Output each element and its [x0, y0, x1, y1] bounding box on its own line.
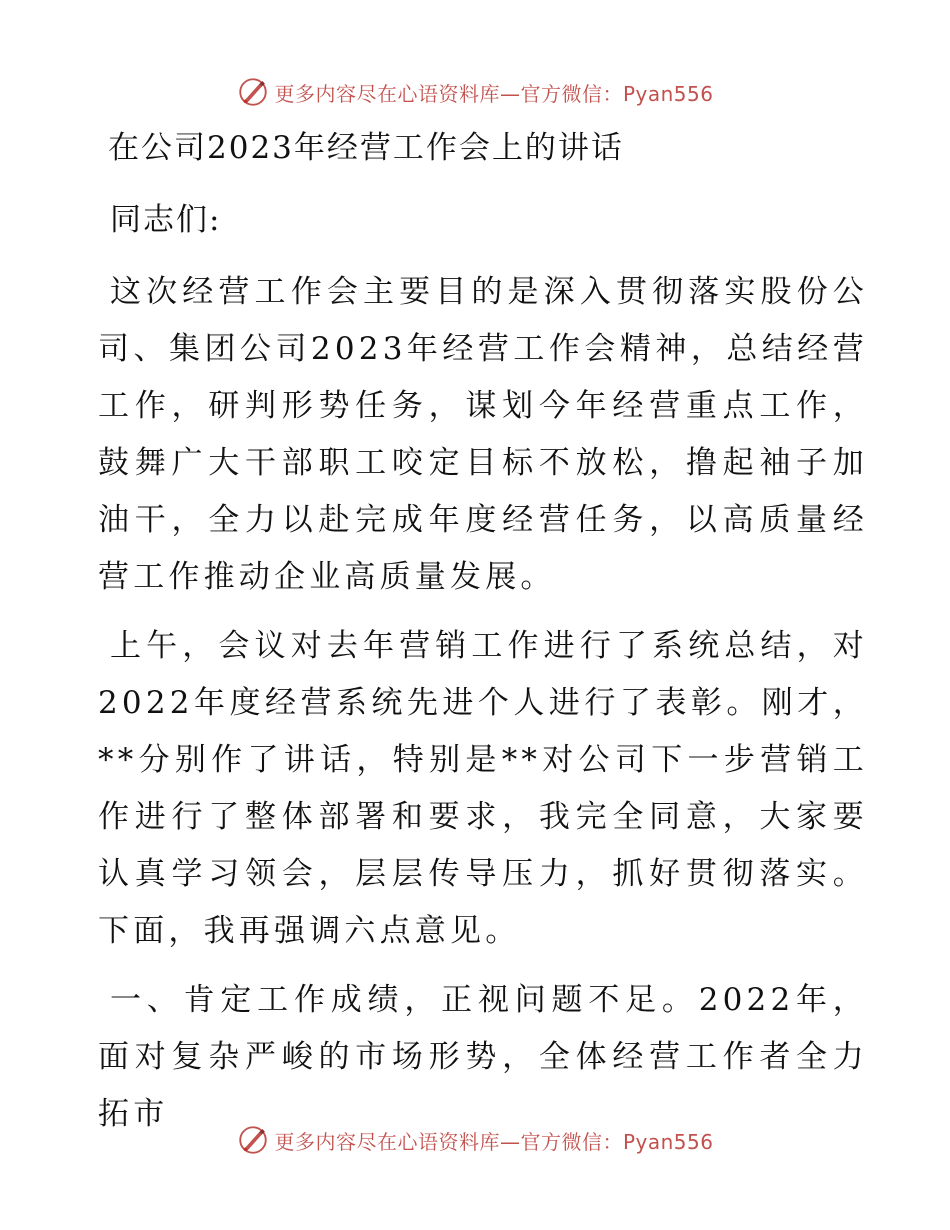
- paragraph: 这次经营工作会主要目的是深入贯彻落实股份公司、集团公司2023年经营工作会精神，总结经营工作，研判形势任务，谋划今年经营重点工作，鼓舞广大干部职工咬定目标不放松，撸起袖子加油干，全力以赴完成年度经营任务，以高质量经营工作推动企业高质量发展。: [98, 274, 868, 595]
- watermark-footer: [0, 1120, 950, 1160]
- pen-logo-icon: [236, 75, 270, 109]
- watermark-header: [0, 72, 950, 112]
- watermark-text: 更多内容尽在心语资料库—官方微信：Pyan556: [274, 81, 714, 106]
- paragraph: 一、肯定工作成绩，正视问题不足。2022年，面对复杂严峻的市场形势，全体经营工作者全力拓市: [98, 982, 868, 1132]
- document-title: 在公司2023年经营工作会上的讲话: [108, 130, 624, 166]
- document-body: [98, 122, 868, 1155]
- salutation: 同志们:: [110, 202, 222, 238]
- pen-logo-icon: [236, 1123, 270, 1157]
- watermark-text: 更多内容尽在心语资料库—官方微信：Pyan556: [274, 1129, 714, 1154]
- paragraph: 上午，会议对去年营销工作进行了系统总结，对2022年度经营系统先进个人进行了表彰。刚才，**分别作了讲话，特别是**对公司下一步营销工作进行了整体部署和要求，我完全同意，大家要认真学习领会，层层传导压力，抓好贯彻落实。下面，我再强调六点意见。: [98, 628, 868, 949]
